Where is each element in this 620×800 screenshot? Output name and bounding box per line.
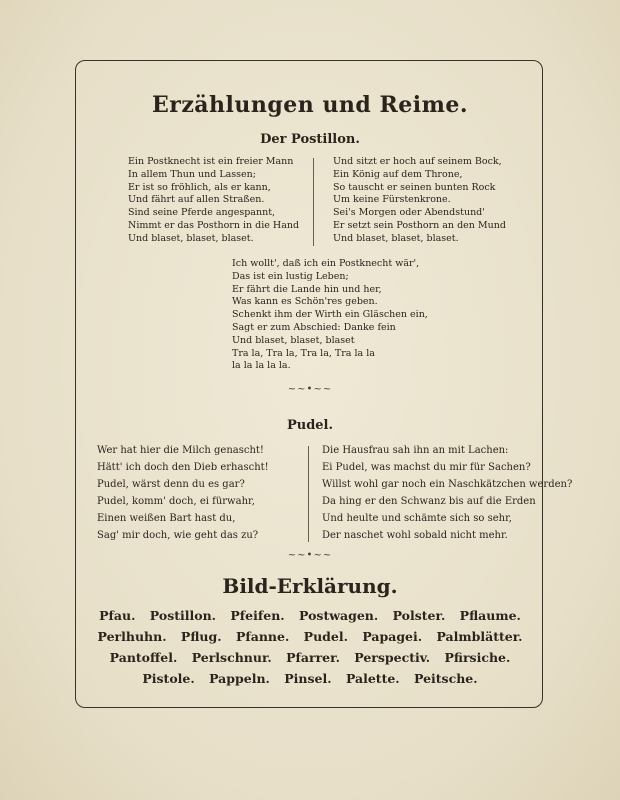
poem-line: In allem Thun und Lassen; (128, 168, 256, 180)
poem-line: Er setzt sein Posthorn an den Mund (333, 219, 506, 231)
poem-line: Was kann es Schön'res geben. (232, 296, 378, 308)
poem-line: Einen weißen Bart hast du, (97, 513, 236, 524)
poem-line: Ein König auf dem Throne, (333, 168, 463, 180)
picture-legend-row (0, 650, 620, 665)
legend-word: Perspectiv. (354, 650, 431, 665)
legend-word: Pinsel. (284, 671, 332, 686)
legend-word: Pfanne. (235, 629, 290, 644)
legend-word: Pantoffel. (109, 650, 178, 665)
legend-word: Peitsche. (414, 671, 478, 686)
legend-word: Papagei. (362, 629, 423, 644)
poem-line: Um keine Fürstenkrone. (333, 194, 451, 206)
legend-word: Pfau. (99, 608, 136, 623)
poem-line: Ein Postknecht ist ein freier Mann (128, 156, 294, 167)
poem-line: Er ist so fröhlich, als er kann, (128, 181, 271, 193)
poem-line: Pudel, wärst denn du es gar? (97, 479, 245, 490)
ornament-divider: ~~•~~ (287, 384, 333, 395)
poem-postillon-center-stanza (232, 258, 428, 373)
poem-pudel-right-stanza (322, 442, 572, 544)
poem-line: So tauscht er seinen bunten Rock (333, 181, 496, 193)
poem-line: Schenkt ihm der Wirth ein Gläschen ein, (232, 309, 428, 321)
poem-line: Das ist ein lustig Leben; (232, 270, 349, 282)
poem-line: Ich wollt', daß ich ein Postknecht wär', (232, 258, 420, 269)
legend-word: Pfirsiche. (444, 650, 511, 665)
poem-postillon-left-stanza (128, 156, 299, 246)
picture-legend-heading: Bild-Erklärung. (222, 574, 398, 598)
column-divider (308, 446, 309, 542)
picture-legend-row (0, 608, 620, 623)
poem-line: Tra la, Tra la, Tra la, Tra la la (232, 347, 375, 359)
picture-legend-row (0, 671, 620, 686)
poem-line: la la la la la. (232, 360, 291, 372)
legend-word: Postillon. (149, 608, 217, 623)
poem-pudel-heading: Pudel. (286, 418, 334, 433)
legend-word: Postwagen. (299, 608, 379, 623)
poem-line: Die Hausfrau sah ihn an mit Lachen: (322, 445, 509, 456)
legend-word: Pistole. (142, 671, 195, 686)
poem-postillon-right-stanza (333, 156, 506, 246)
legend-word: Palmblätter. (436, 629, 523, 644)
legend-word: Pflaume. (459, 608, 521, 623)
legend-word: Pappeln. (209, 671, 270, 686)
poem-line: Er fährt die Lande hin und her, (232, 283, 382, 295)
column-divider (313, 158, 314, 246)
poem-line: Und blaset, blaset, blaset. (333, 232, 459, 244)
legend-word: Pflug. (180, 629, 222, 644)
poem-line: Sagt er zum Abschied: Danke fein (232, 321, 396, 333)
legend-word: Perlschnur. (191, 650, 272, 665)
poem-line: Und fährt auf allen Straßen. (128, 194, 265, 206)
poem-line: Hätt' ich doch den Dieb erhascht! (97, 462, 269, 473)
legend-word: Pfeifen. (230, 608, 285, 623)
legend-word: Perlhuhn. (97, 629, 167, 644)
poem-postillon-heading: Der Postillon. (260, 132, 360, 147)
poem-line: Und heulte und schämte sich so sehr, (322, 513, 512, 524)
poem-line: Und sitzt er hoch auf seinem Bock, (333, 156, 502, 167)
picture-legend-row (0, 629, 620, 644)
poem-line: Ei Pudel, was machst du mir für Sachen? (322, 462, 531, 473)
poem-pudel-left-stanza (97, 442, 269, 544)
poem-line: Sei's Morgen oder Abendstund' (333, 207, 485, 219)
poem-line: Nimmt er das Posthorn in die Hand (128, 219, 300, 231)
ornament-divider: ~~•~~ (287, 550, 333, 561)
poem-line: Da hing er den Schwanz bis auf die Erden (322, 496, 536, 507)
legend-word: Palette. (345, 671, 400, 686)
poem-line: Sag' mir doch, wie geht das zu? (97, 530, 259, 541)
poem-line: Pudel, komm' doch, ei fürwahr, (97, 496, 255, 507)
poem-line: Der naschet wohl sobald nicht mehr. (322, 530, 508, 541)
page-title: Erzählungen und Reime. (151, 92, 469, 118)
legend-word: Pfarrer. (286, 650, 340, 665)
legend-word: Pudel. (303, 629, 348, 644)
poem-line: Und blaset, blaset, blaset (232, 334, 355, 346)
poem-line: Willst wohl gar noch ein Naschkätzchen werden? (322, 479, 573, 490)
poem-line: Wer hat hier die Milch genascht! (97, 445, 264, 456)
poem-line: Sind seine Pferde angespannt, (128, 207, 276, 219)
legend-word: Polster. (392, 608, 446, 623)
poem-line: Und blaset, blaset, blaset. (128, 232, 254, 244)
